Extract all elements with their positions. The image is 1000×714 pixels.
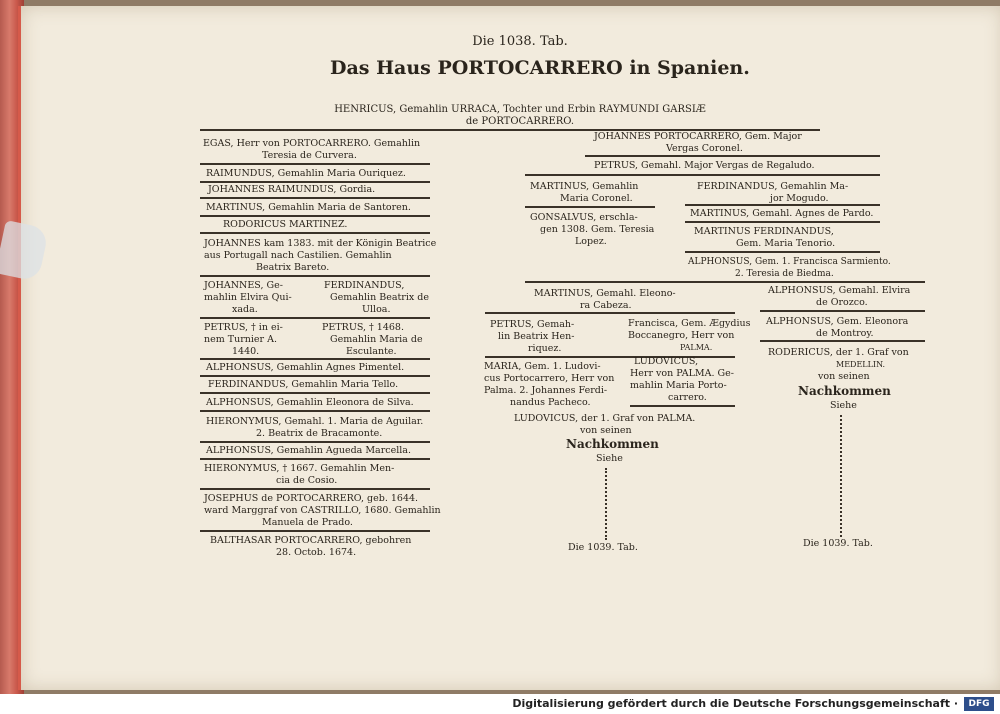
divider [685, 204, 880, 206]
gonsalvus-line-2: gen 1308. Gem. Teresia [540, 224, 655, 235]
divider [200, 375, 430, 377]
martinus: MARTINUS, Gemahlin Maria de Santoren. [206, 202, 411, 213]
divider [200, 197, 430, 199]
balthasar-line-2: 28. Octob. 1674. [276, 547, 357, 558]
gonsalvus-line-1: GONSALVUS, erschla- [530, 212, 638, 223]
ferdinandus-r-line-2: jor Mogudo. [770, 193, 829, 204]
petrus-b-line-3: Esculante. [346, 346, 397, 357]
dotted-connector-left [605, 468, 609, 540]
divider [200, 488, 430, 490]
hieronymus-2-line-1: HIERONYMUS, † 1667. Gemahlin Men- [204, 463, 395, 474]
divider [200, 275, 430, 277]
josephus-line-2: ward Marggraf von CASTRILLO, 1680. Gemahlin [204, 505, 441, 516]
johannes-line-2: aus Portugall nach Castilien. Gemahlin [204, 250, 392, 261]
ludovicus-a-line-2: Herr von PALMA. Ge- [630, 368, 734, 379]
ferdinandus-b-line-1: FERDINANDUS, [324, 280, 405, 291]
alphonsus-2: ALPHONSUS, Gemahlin Eleonora de Silva. [206, 397, 414, 408]
divider [525, 174, 880, 176]
divider [200, 163, 430, 165]
petrus-b-line-1: PETRUS, † 1468. [322, 322, 404, 333]
ref-right: Die 1039. Tab. [803, 538, 873, 549]
divider [200, 215, 430, 217]
root-line-1: HENRICUS, Gemahlin URRACA, Tochter und Erbin RAYMUNDI GARSIÆ [334, 104, 706, 115]
alphonsus-3: ALPHONSUS, Gemahlin Agueda Marcella. [206, 445, 411, 456]
alphonsus-c-line-1: ALPHONSUS, Gem. Eleonora [766, 316, 909, 327]
divider [525, 206, 655, 208]
balthasar-line-1: BALTHASAR PORTOCARRERO, gebohren [210, 535, 412, 546]
martinus-ferd-line-2: Gem. Maria Tenorio. [736, 238, 836, 249]
rodericus-line-4: Nachkommen [798, 384, 891, 398]
alphonsus-r-line-1: ALPHONSUS, Gem. 1. Francisca Sarmiento. [688, 257, 891, 267]
martinus-c-line-2: ra Cabeza. [580, 300, 632, 311]
petrus-b-r-line-1: PETRUS, Gemah- [490, 319, 575, 330]
divider [200, 410, 430, 412]
hieronymus-1-line-1: HIERONYMUS, Gemahl. 1. Maria de Aguilar. [206, 416, 424, 427]
divider [630, 405, 735, 407]
alphonsus-r-line-2: 2. Teresia de Biedma. [735, 269, 834, 279]
gonsalvus-line-3: Lopez. [575, 236, 607, 247]
divider [760, 310, 925, 312]
dfg-logo: DFG [964, 697, 994, 711]
rodericus-line-3: von seinen [818, 371, 870, 382]
francisca-line-3: PALMA. [680, 343, 713, 352]
divider [200, 458, 430, 460]
footer-credit: Digitalisierung gefördert durch die Deutsche Forschungsgemeinschaft · [512, 697, 958, 710]
johannes-raimundus: JOHANNES RAIMUNDUS, Gordia. [208, 184, 376, 195]
francisca-line-1: Francisca, Gem. Ægydius [628, 318, 751, 329]
alphonsus-1: ALPHONSUS, Gemahlin Agnes Pimentel. [206, 362, 405, 373]
ludovicus-b-line-2: von seinen [580, 425, 632, 436]
divider [685, 251, 880, 253]
dotted-connector-right [840, 415, 844, 537]
johannes-b-line-3: xada. [232, 304, 258, 315]
divider [200, 441, 430, 443]
divider [585, 155, 880, 157]
martinus-c-line-1: MARTINUS, Gemahl. Eleono- [534, 288, 676, 299]
divider [200, 232, 430, 234]
divider [200, 392, 430, 394]
rodericus-line-5: Siehe [830, 400, 857, 411]
divider [200, 181, 430, 183]
josephus-line-1: JOSEPHUS de PORTOCARRERO, geb. 1644. [204, 493, 419, 504]
divider [685, 221, 880, 223]
hieronymus-2-line-2: cia de Cosio. [276, 475, 338, 486]
petrus-a-line-2: nem Turnier A. [204, 334, 277, 345]
alphonsus-b-line-1: ALPHONSUS, Gemahl. Elvira [768, 285, 911, 296]
martinus-a-line-1: MARTINUS, Gemahlin [530, 181, 639, 192]
hieronymus-1-line-2: 2. Beatrix de Bracamonte. [256, 428, 383, 439]
egas-line-1: EGAS, Herr von PORTOCARRERO. Gemahlin [203, 138, 421, 149]
johannes-line-1: JOHANNES kam 1383. mit der Königin Beatrice [204, 238, 437, 249]
petrus-r: PETRUS, Gemahl. Major Vergas de Regaludo. [594, 160, 815, 171]
petrus-a-line-3: 1440. [232, 346, 260, 357]
ferdinandus-2: FERDINANDUS, Gemahlin Maria Tello. [208, 379, 399, 390]
petrus-a-line-1: PETRUS, † in ei- [204, 322, 283, 333]
martinus-a-line-2: Maria Coronel. [560, 193, 633, 204]
alphonsus-c-line-2: de Montroy. [816, 328, 874, 339]
ludovicus-b-line-1: LUDOVICUS, der 1. Graf von PALMA. [514, 413, 696, 424]
petrus-b-r-line-3: riquez. [528, 343, 562, 354]
ref-left: Die 1039. Tab. [568, 542, 638, 553]
ferdinandus-b-line-2: Gemahlin Beatrix de [330, 292, 429, 303]
egas-line-2: Teresia de Curvera. [262, 150, 357, 161]
petrus-b-line-2: Gemahlin Maria de [330, 334, 423, 345]
root-line-2: de PORTOCARRERO. [465, 116, 575, 127]
johannes-b-line-1: JOHANNES, Ge- [204, 280, 283, 291]
maria-line-4: nandus Pacheco. [510, 397, 591, 408]
divider [200, 358, 430, 360]
maria-line-1: MARIA, Gem. 1. Ludovi- [484, 361, 601, 372]
petrus-b-r-line-2: lin Beatrix Hen- [498, 331, 575, 342]
ferdinandus-r-line-1: FERDINANDUS, Gemahlin Ma- [697, 181, 849, 192]
martinus-b: MARTINUS, Gemahl. Agnes de Pardo. [690, 208, 874, 219]
josephus-line-3: Manuela de Prado. [262, 517, 353, 528]
rodoricus: RODORICUS MARTINEZ. [223, 219, 348, 230]
alphonsus-b-line-2: de Orozco. [816, 297, 868, 308]
divider [200, 317, 430, 319]
divider [760, 340, 925, 342]
ludovicus-b-line-4: Siehe [596, 453, 623, 464]
rodericus-line-2: MEDELLIN. [836, 360, 886, 369]
ludovicus-a-line-1: LUDOVICUS, [634, 356, 699, 367]
johannes-r-line-1: JOHANNES PORTOCARRERO, Gem. Major [594, 131, 802, 142]
rodericus-line-1: RODERICUS, der 1. Graf von [768, 347, 909, 358]
raimundus: RAIMUNDUS, Gemahlin Maria Ouriquez. [206, 168, 406, 179]
ludovicus-a-line-3: mahlin Maria Porto- [630, 380, 727, 391]
maria-line-2: cus Portocarrero, Herr von [484, 373, 615, 384]
page-title: Das Haus PORTOCARRERO in Spanien. [330, 57, 750, 79]
ludovicus-a-line-4: carrero. [668, 392, 707, 403]
maria-line-3: Palma. 2. Johannes Ferdi- [484, 385, 608, 396]
ludovicus-b-line-3: Nachkommen [566, 437, 659, 451]
divider [485, 312, 735, 314]
divider [525, 281, 925, 283]
tab-number: Die 1038. Tab. [472, 34, 568, 49]
martinus-ferd-line-1: MARTINUS FERDINANDUS, [694, 226, 834, 237]
francisca-line-2: Boccanegro, Herr von [628, 330, 735, 341]
ferdinandus-b-line-3: Ulloa. [362, 304, 391, 315]
johannes-b-line-2: mahlin Elvira Qui- [204, 292, 292, 303]
divider [200, 530, 430, 532]
johannes-r-line-2: Vergas Coronel. [666, 143, 743, 154]
johannes-line-3: Beatrix Bareto. [256, 262, 330, 273]
